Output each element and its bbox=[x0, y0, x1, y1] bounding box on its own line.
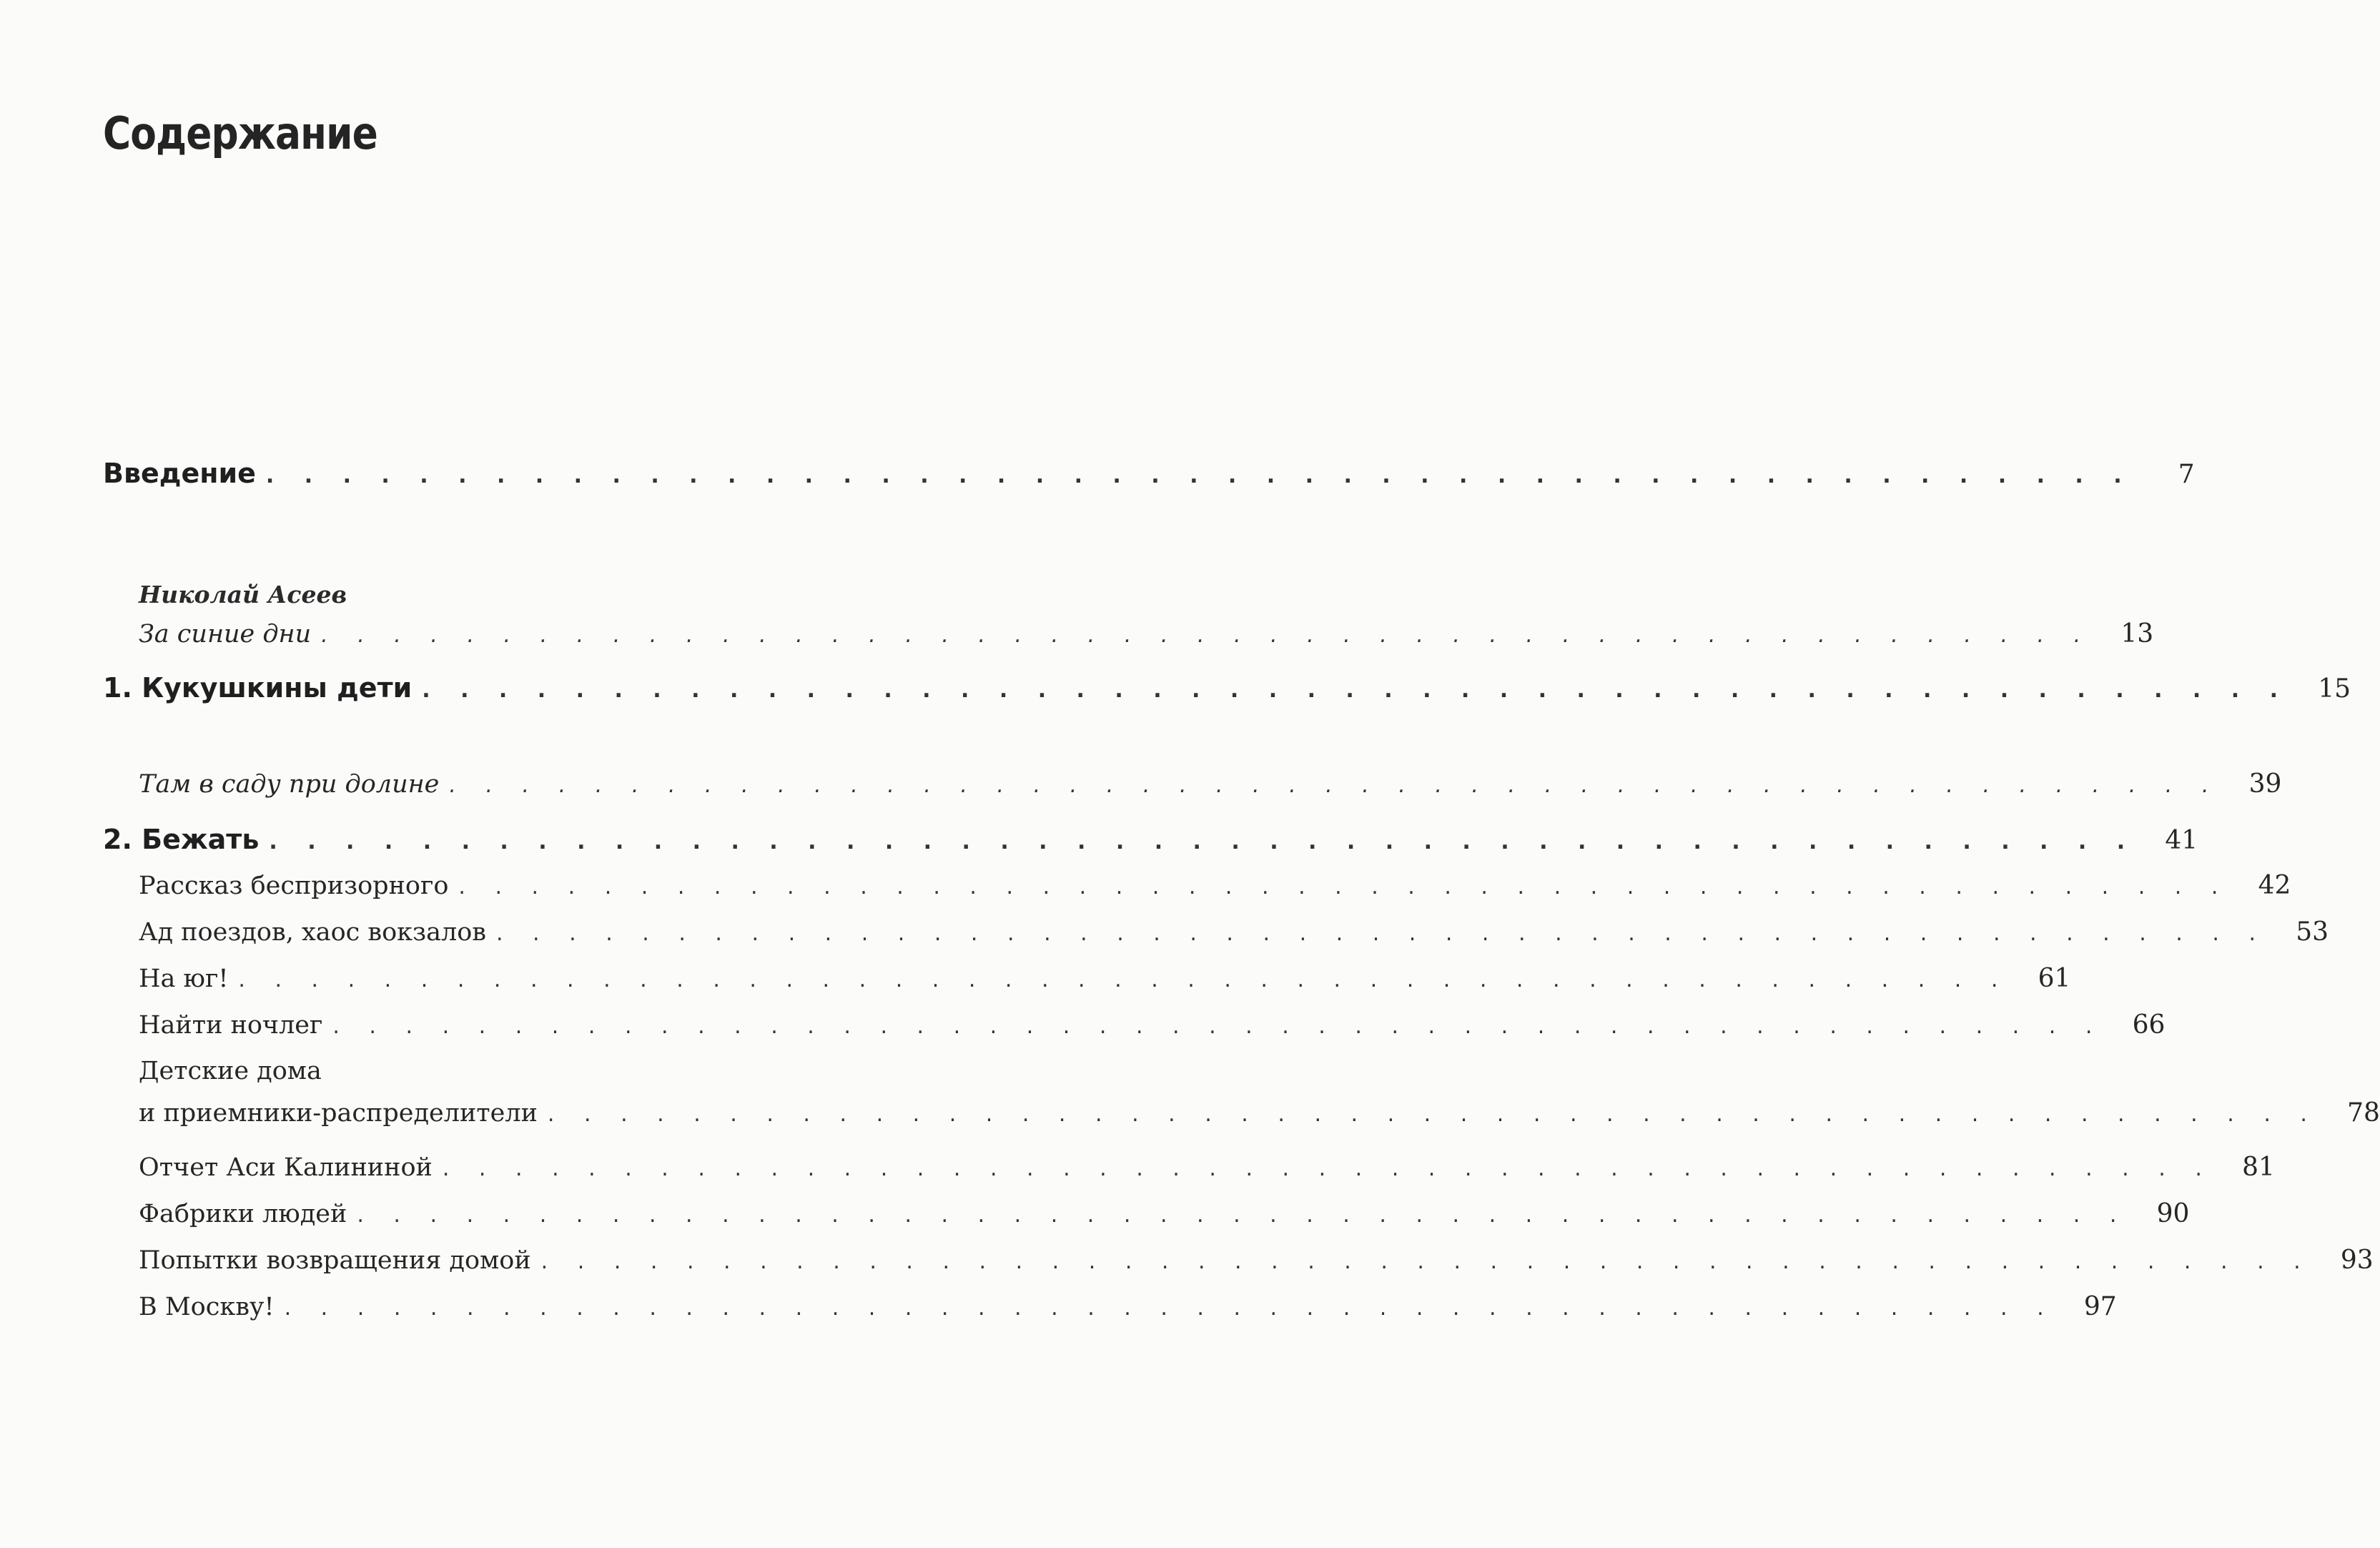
toc-section[interactable] bbox=[139, 1292, 2117, 1321]
toc-section[interactable] bbox=[139, 1098, 2380, 1128]
toc-section[interactable] bbox=[139, 1153, 2275, 1182]
toc-section-line1[interactable]: Детские дома bbox=[139, 1057, 322, 1085]
toc-page-number: 93 bbox=[2340, 1246, 2374, 1275]
dot-leader: . . . . . . . . . . . . . . . . . . . . . . . . . . . . . . . . . . . . . . . . . . . . . . . . . bbox=[458, 874, 2230, 899]
toc-entry-label: Ад поездов, хаос вокзалов bbox=[139, 918, 486, 947]
toc-page-number: 81 bbox=[2242, 1153, 2275, 1182]
dot-leader: . . . . . . . . . . . . . . . . . . . . . . . . . . . . . . . . . . . . . . . . . . . . . . . . . bbox=[442, 1156, 2213, 1181]
toc-page-number: 78 bbox=[2347, 1098, 2380, 1128]
toc-page-number: 90 bbox=[2156, 1199, 2190, 1228]
toc-entry-label: Отчет Аси Калининой bbox=[139, 1153, 433, 1182]
dot-leader: . . . . . . . . . . . . . . . . . . . . . . . . . . . . . . . . . . . . . . . . . . . . . . . . . bbox=[357, 1203, 2128, 1228]
toc-section[interactable] bbox=[139, 964, 2071, 993]
toc-page-number: 97 bbox=[2083, 1292, 2117, 1321]
toc-section[interactable] bbox=[139, 1010, 2166, 1040]
dot-leader: . . . . . . . . . . . . . . . . . . . . . . . . . . . . . . . . . . . . . . . . . . . . . . . . . bbox=[284, 1296, 2055, 1321]
toc-entry-label: Там в саду при долине bbox=[139, 770, 440, 799]
toc-page-number: 41 bbox=[2165, 826, 2198, 855]
toc-page-number: 7 bbox=[2178, 460, 2195, 489]
toc-page-number: 42 bbox=[2258, 871, 2291, 900]
toc-page-number: 61 bbox=[2038, 964, 2071, 993]
toc-author: Николай Асеев bbox=[139, 581, 347, 608]
dot-leader: . . . . . . . . . . . . . . . . . . . . . . . . . . . . . . . . . . . . . . . . . . . . . . . . . bbox=[540, 1249, 2312, 1274]
dot-leader: . . . . . . . . . . . . . . . . . . . . . . . . . . . . . . . . . . . . . . . . . . . . . . . . . bbox=[265, 463, 2133, 488]
toc-entry-label: Введение bbox=[103, 458, 256, 489]
dot-leader: . . . . . . . . . . . . . . . . . . . . . . . . . . . . . . . . . . . . . . . . . . . . . . . . . bbox=[495, 921, 2267, 946]
toc-entry-label: Найти ночлег bbox=[139, 1011, 323, 1040]
toc-entry-poem1[interactable] bbox=[139, 619, 2154, 649]
page-title: Содержание bbox=[103, 107, 377, 159]
dot-leader: . . . . . . . . . . . . . . . . . . . . . . . . . . . . . . . . . . . . . . . . . . . . . . . . . bbox=[321, 623, 2093, 648]
toc-entry-label: 2. Бежать bbox=[103, 824, 260, 855]
toc-section[interactable] bbox=[139, 1246, 2374, 1275]
toc-page-number: 66 bbox=[2132, 1010, 2166, 1040]
toc-entry-chapter1[interactable] bbox=[103, 672, 2351, 704]
toc-entry-label: и приемники-распределители bbox=[139, 1099, 538, 1128]
toc-entry-label: Попытки возвращения домой bbox=[139, 1246, 531, 1275]
toc-page-number: 53 bbox=[2296, 917, 2329, 947]
toc-entry-intro[interactable] bbox=[103, 458, 2195, 489]
toc-page-number: 13 bbox=[2120, 619, 2154, 649]
toc-entry-label: Фабрики людей bbox=[139, 1200, 347, 1228]
dot-leader: . . . . . . . . . . . . . . . . . . . . . . . . . . . . . . . . . . . . . . . . . . . . . . . . . bbox=[332, 1014, 2104, 1039]
toc-page-number: 15 bbox=[2318, 674, 2351, 704]
dot-leader: . . . . . . . . . . . . . . . . . . . . . . . . . . . . . . . . . . . . . . . . . . . . . . . . . bbox=[422, 678, 2289, 703]
dot-leader: . . . . . . . . . . . . . . . . . . . . . . . . . . . . . . . . . . . . . . . . . . . . . . . . . bbox=[547, 1102, 2319, 1127]
toc-entry-chapter2[interactable] bbox=[103, 824, 2198, 855]
dot-leader: . . . . . . . . . . . . . . . . . . . . . . . . . . . . . . . . . . . . . . . . . . . . . . . . . bbox=[449, 773, 2221, 798]
toc-entry-poem2[interactable] bbox=[139, 769, 2282, 799]
dot-leader: . . . . . . . . . . . . . . . . . . . . . . . . . . . . . . . . . . . . . . . . . . . . . . . . . bbox=[238, 967, 2010, 992]
toc-entry-label: Рассказ беспризорного bbox=[139, 872, 449, 900]
toc-entry-label: На юг! bbox=[139, 965, 229, 993]
toc-section[interactable] bbox=[139, 917, 2329, 947]
dot-leader: . . . . . . . . . . . . . . . . . . . . . . . . . . . . . . . . . . . . . . . . . . . . . . . . . bbox=[269, 829, 2137, 854]
toc-section[interactable] bbox=[139, 1199, 2190, 1228]
toc-page-number: 39 bbox=[2248, 769, 2282, 799]
toc-section[interactable] bbox=[139, 871, 2291, 900]
toc-entry-label: 1. Кукушкины дети bbox=[103, 672, 413, 704]
toc-entry-label: В Москву! bbox=[139, 1293, 275, 1321]
toc-entry-label: За синие дни bbox=[139, 620, 312, 649]
